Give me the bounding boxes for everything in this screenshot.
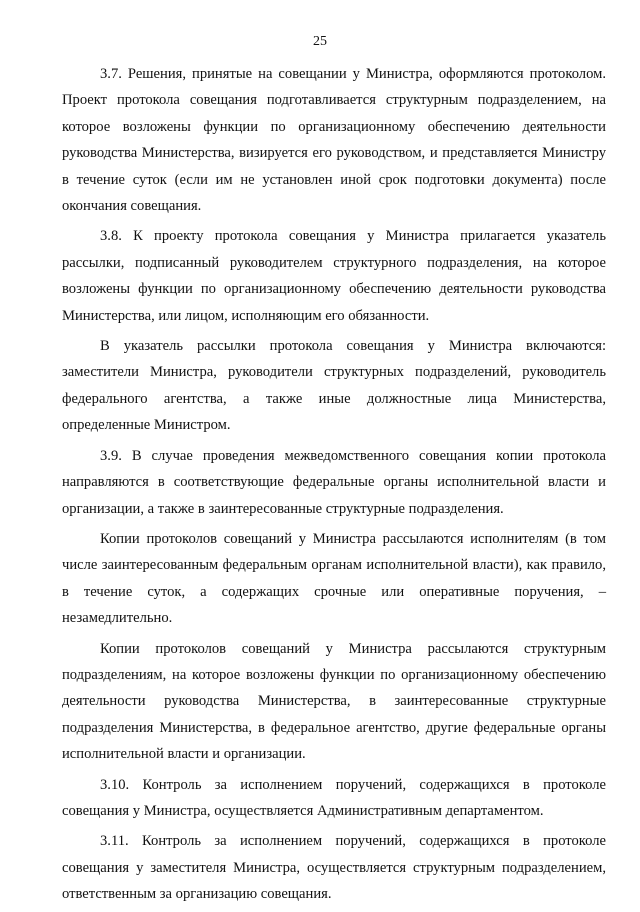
paragraph-3-11: 3.11. Контроль за исполнением поручений, содержащихся в протоколе совещания у заместителя Министра, осуществляется структурным подразделением, ответственным за организацию совещания.	[62, 833, 606, 903]
paragraph-3-8: 3.8. К проекту протокола совещания у Министра прилагается указатель рассылки, подписанный руководителем структурного подразделения, на которое возложены функции по организационному обеспечению деятельности руководства Министерства, или лицом, исполняющим его обязанности.	[62, 228, 606, 324]
paragraph-copies-to-departments: Копии протоколов совещаний у Министра рассылаются структурным подразделениям, на которое возложены функции по организационному обеспечению деятельности руководства Министерства, в заинтересованные структурные подразделения Министерства, в федеральное агентство, другие федеральные органы исполнительной власти и организации.	[62, 640, 606, 763]
paragraph-3-7: 3.7. Решения, принятые на совещании у Министра, оформляются протоколом. Проект протокола совещания подготавливается структурным подразделением, на которое возложены функции по организационному обеспечению деятельности руководства Министерства, визируется его руководством, и представляется Министру в течение суток (если им не установлен иной срок подготовки документа) после окончания совещания.	[62, 66, 606, 215]
page-number: 25	[313, 34, 327, 49]
paragraph-copies-to-executors: Копии протоколов совещаний у Министра рассылаются исполнителям (в том числе заинтересованным федеральным органам исполнительной власти), как правило, в течение суток, а содержащих срочные или оперативные поручения, – незамедлительно.	[62, 530, 606, 627]
paragraph-3-9: 3.9. В случае проведения межведомственного совещания копии протокола направляются в соответствующие федеральные органы исполнительной власти и организации, а также в заинтересованные структурные подразделения.	[62, 447, 606, 517]
paragraph-distribution-list: В указатель рассылки протокола совещания у Министра включаются: заместители Министра, руководители структурных подразделений, руководитель федерального агентства, а также иные должностные лица Министерства, определенные Министром.	[62, 338, 606, 434]
document-body	[62, 61, 606, 912]
paragraph-3-10: 3.10. Контроль за исполнением поручений, содержащихся в протоколе совещания у Министра, осуществляется Административным департаментом.	[62, 776, 606, 819]
